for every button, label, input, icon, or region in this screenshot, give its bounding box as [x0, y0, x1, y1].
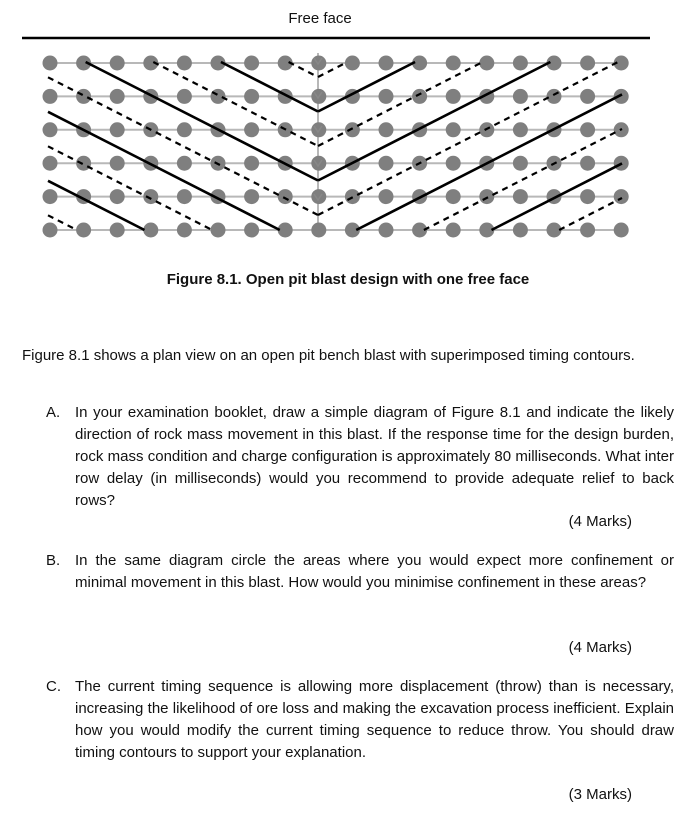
blast-hole: [513, 56, 528, 71]
blast-hole: [244, 223, 259, 238]
blast-hole: [244, 56, 259, 71]
blast-hole: [211, 223, 226, 238]
blast-hole: [110, 122, 125, 137]
blast-hole: [513, 189, 528, 204]
blast-hole: [379, 189, 394, 204]
question-letter: A.: [46, 404, 61, 421]
figure-caption: Figure 8.1. Open pit blast design with one free face: [166, 271, 530, 288]
blast-hole: [177, 189, 192, 204]
blast-hole: [513, 156, 528, 171]
blast-hole: [177, 56, 192, 71]
question-c-marks: (3 Marks): [568, 786, 632, 803]
blast-hole: [580, 156, 595, 171]
blast-hole: [446, 156, 461, 171]
intro-paragraph: Figure 8.1 shows a plan view on an open pit bench blast with superimposed timing contours.: [22, 347, 635, 364]
blast-hole: [244, 156, 259, 171]
blast-hole: [379, 56, 394, 71]
blast-hole: [43, 189, 58, 204]
blast-hole: [244, 189, 259, 204]
blast-hole: [614, 223, 629, 238]
blast-hole: [43, 89, 58, 104]
blast-hole: [580, 223, 595, 238]
blast-hole: [479, 189, 494, 204]
blast-hole: [43, 156, 58, 171]
blast-hole: [110, 223, 125, 238]
blast-hole: [76, 156, 91, 171]
blast-hole: [143, 223, 158, 238]
blast-hole: [580, 189, 595, 204]
blast-hole: [479, 56, 494, 71]
blast-hole: [345, 56, 360, 71]
blast-hole: [43, 223, 58, 238]
question-b: [46, 550, 674, 594]
blast-hole: [177, 156, 192, 171]
blast-hole: [547, 89, 562, 104]
blast-hole: [244, 122, 259, 137]
question-text: In your examination booklet, draw a simple diagram of Figure 8.1 and indicate the likely direction of rock mass movement in this blast. If the response time for the design burden, rock mass condition and charge configuration is approximately 80 milliseconds. What inter row delay (in milliseconds) would you recommend to provide adequate relief to back rows?: [75, 404, 674, 509]
blast-hole: [177, 223, 192, 238]
blast-hole: [177, 89, 192, 104]
blast-hole: [513, 122, 528, 137]
blast-hole: [446, 189, 461, 204]
blast-hole: [614, 189, 629, 204]
blast-hole: [379, 223, 394, 238]
question-text: The current timing sequence is allowing more displacement (throw) than is necessary, increasing the likelihood of ore loss and making the excavation process inefficient. Explain how you would modify the current timing sequence to reduce throw. You should draw timing contours to support your explanation.: [75, 678, 674, 761]
blast-hole: [379, 89, 394, 104]
question-a: [46, 402, 674, 512]
blast-hole: [110, 189, 125, 204]
blast-hole: [311, 189, 326, 204]
blast-hole: [580, 122, 595, 137]
blast-hole: [76, 223, 91, 238]
question-a-marks: (4 Marks): [568, 513, 632, 530]
blast-hole: [379, 122, 394, 137]
blast-hole: [278, 223, 293, 238]
question-letter: C.: [46, 678, 61, 695]
blast-hole: [379, 156, 394, 171]
blast-holes: [43, 56, 629, 238]
blast-hole: [311, 223, 326, 238]
blast-hole: [446, 89, 461, 104]
timing-contours: [48, 58, 622, 230]
question-b-marks: (4 Marks): [568, 639, 632, 656]
blast-hole: [580, 56, 595, 71]
blast-hole: [110, 156, 125, 171]
blast-hole: [345, 189, 360, 204]
blast-hole: [76, 89, 91, 104]
blast-hole: [110, 89, 125, 104]
blast-hole: [513, 89, 528, 104]
blast-hole: [446, 122, 461, 137]
blast-hole: [513, 223, 528, 238]
question-letter: B.: [46, 552, 61, 569]
blast-hole: [177, 122, 192, 137]
free-face-label: Free face: [288, 10, 352, 27]
blast-hole: [446, 223, 461, 238]
blast-hole: [311, 156, 326, 171]
hole-connectors: [50, 53, 621, 230]
blast-hole: [110, 56, 125, 71]
blast-hole: [43, 56, 58, 71]
question-text: In the same diagram circle the areas where you would expect more confinement or minimal movement in this blast. How would you minimise confinement in these areas?: [75, 552, 674, 591]
blast-design-diagram: [0, 30, 696, 262]
timing-contour-right: [318, 62, 618, 215]
blast-hole: [43, 122, 58, 137]
question-c: [46, 676, 674, 764]
blast-hole: [412, 89, 427, 104]
blast-hole: [580, 89, 595, 104]
blast-hole: [244, 89, 259, 104]
blast-hole: [446, 56, 461, 71]
blast-hole: [278, 189, 293, 204]
